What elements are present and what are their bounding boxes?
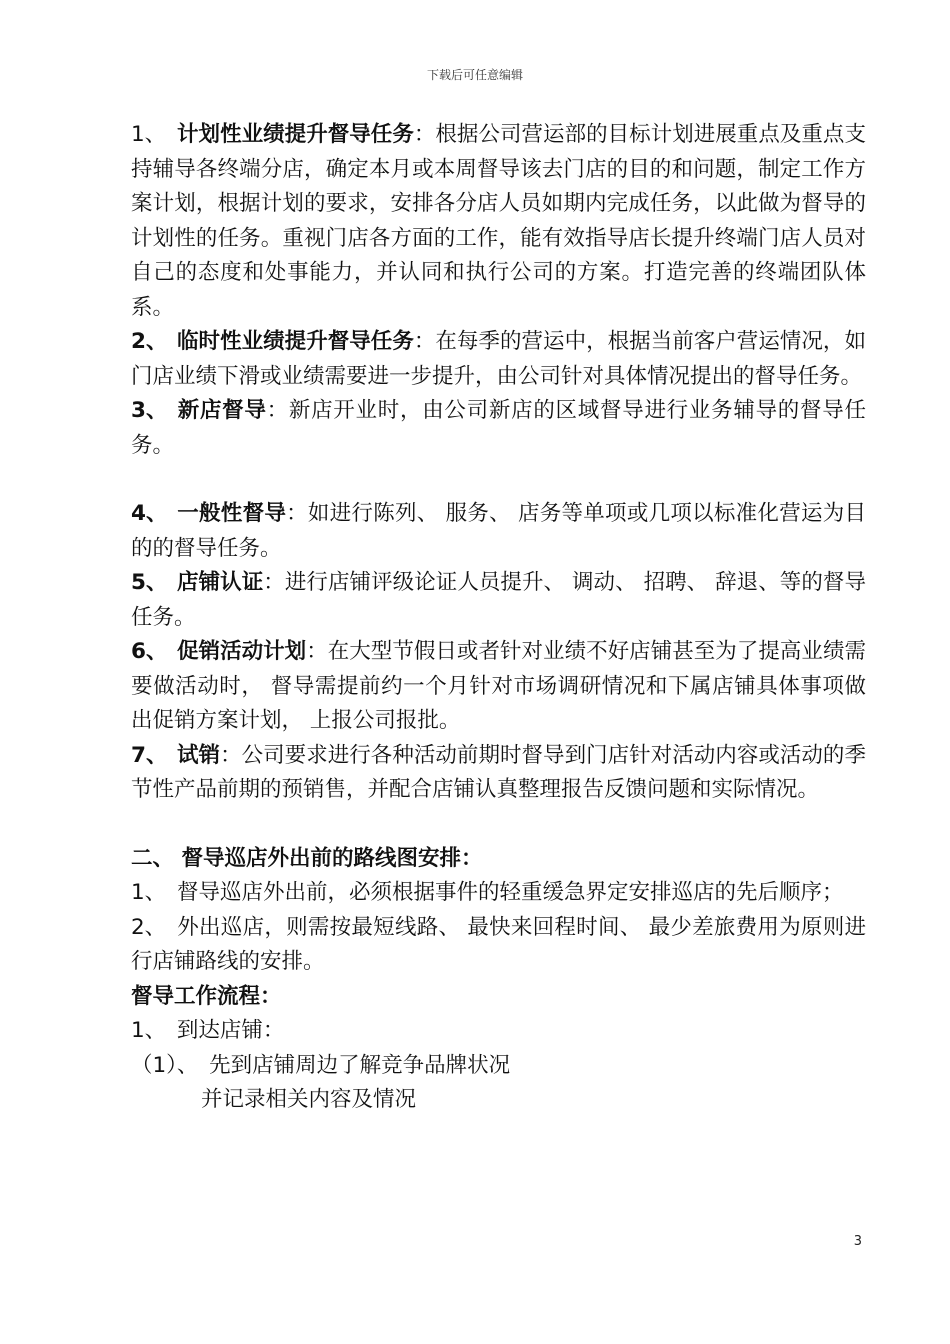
- workflow-substep-continued: 并记录相关内容及情况: [201, 1087, 417, 1112]
- list-item: [131, 497, 866, 566]
- item-number: 7、: [131, 742, 168, 768]
- item-number: 4、: [131, 501, 168, 526]
- item-text: 在每季的营运中，根据当前客户营运情况，如门店业绩下滑或业绩需要进一步提升，由公司针对具体情况提出的督导任务。: [131, 329, 866, 389]
- item-text: 新店开业时，由公司新店的区域督导进行业务辅导的督导任务。: [131, 398, 866, 458]
- item-text: 督导巡店外出前，必须根据事件的轻重缓急界定安排巡店的先后顺序；: [177, 880, 844, 905]
- item-separator: ：: [266, 398, 289, 423]
- item-separator: ：: [306, 639, 328, 664]
- page-header: 下载后可任意编辑: [426, 68, 523, 82]
- list-item: [131, 325, 866, 394]
- item-text: 外出巡店，则需按最短线路、 最快来回程时间、 最少差旅费用为原则进行店铺路线的安排。: [131, 914, 866, 974]
- item-text: 根据公司营运部的目标计划进展重点及重点支持辅导各终端分店，确定本月或本周督导该去门店的目的和问题，制定工作方案计划，根据计划的要求，安排各分店人员如期内完成任务，以此做为督导的计划性的任务。重视门店各方面的工作，能有效指导店长提升终端门店人员对自己的态度和处事能力，并认同和执行公司的方案。打造完善的终端团队体系。: [131, 122, 866, 320]
- item-number: 1、: [131, 122, 167, 147]
- item-title: 试销: [177, 742, 221, 768]
- workflow-heading: 督导工作流程：: [131, 983, 282, 1009]
- page-number: 3: [853, 1234, 862, 1249]
- workflow-step: 1、 到达店铺：: [131, 1018, 285, 1043]
- list-item: [131, 118, 866, 325]
- list-item: [131, 566, 866, 635]
- item-title: 一般性督导: [177, 501, 287, 526]
- document-body: [131, 118, 866, 1118]
- workflow-substep: （1）、 先到店铺周边了解竞争品牌状况: [131, 1052, 511, 1078]
- item-title: 计划性业绩提升督导任务: [177, 122, 414, 147]
- item-title: 促销活动计划: [177, 639, 307, 664]
- item-number: 6、: [131, 639, 168, 664]
- item-text: 公司要求进行各种活动前期时督导到门店针对活动内容或活动的季节性产品前期的预销售，并配合店铺认真整理报告反馈问题和实际情况。: [131, 742, 866, 802]
- item-number: 3、: [131, 398, 168, 423]
- item-number: 2、: [131, 329, 168, 354]
- item-separator: ：: [413, 122, 436, 147]
- item-number: 5、: [131, 570, 168, 595]
- item-text: 进行店铺评级论证人员提升、 调动、 招聘、 辞退、等的督导任务。: [131, 570, 866, 630]
- list-item: [131, 739, 866, 808]
- item-title: 新店督导: [177, 398, 267, 423]
- item-title: 临时性业绩提升督导任务: [177, 329, 414, 354]
- list-item: [131, 635, 866, 739]
- item-separator: ：: [263, 570, 285, 595]
- item-separator: ：: [286, 501, 308, 526]
- section-heading: 二、 督导巡店外出前的路线图安排：: [131, 845, 483, 871]
- item-number: 2、: [131, 914, 167, 940]
- item-title: 店铺认证: [177, 570, 264, 595]
- list-item: [131, 911, 866, 980]
- item-number: 1、: [131, 880, 167, 905]
- item-text: 在大型节假日或者针对业绩不好店铺甚至为了提高业绩需要做活动时， 督导需提前约一个月针对市场调研情况和下属店铺具体事项做出促销方案计划， 上报公司报批。: [131, 639, 866, 733]
- item-text: 如进行陈列、 服务、 店务等单项或几项以标准化营运为目的的督导任务。: [131, 501, 866, 561]
- item-separator: ：: [220, 742, 242, 768]
- item-separator: ：: [413, 329, 436, 354]
- list-item: [131, 876, 866, 911]
- list-item: [131, 394, 866, 463]
